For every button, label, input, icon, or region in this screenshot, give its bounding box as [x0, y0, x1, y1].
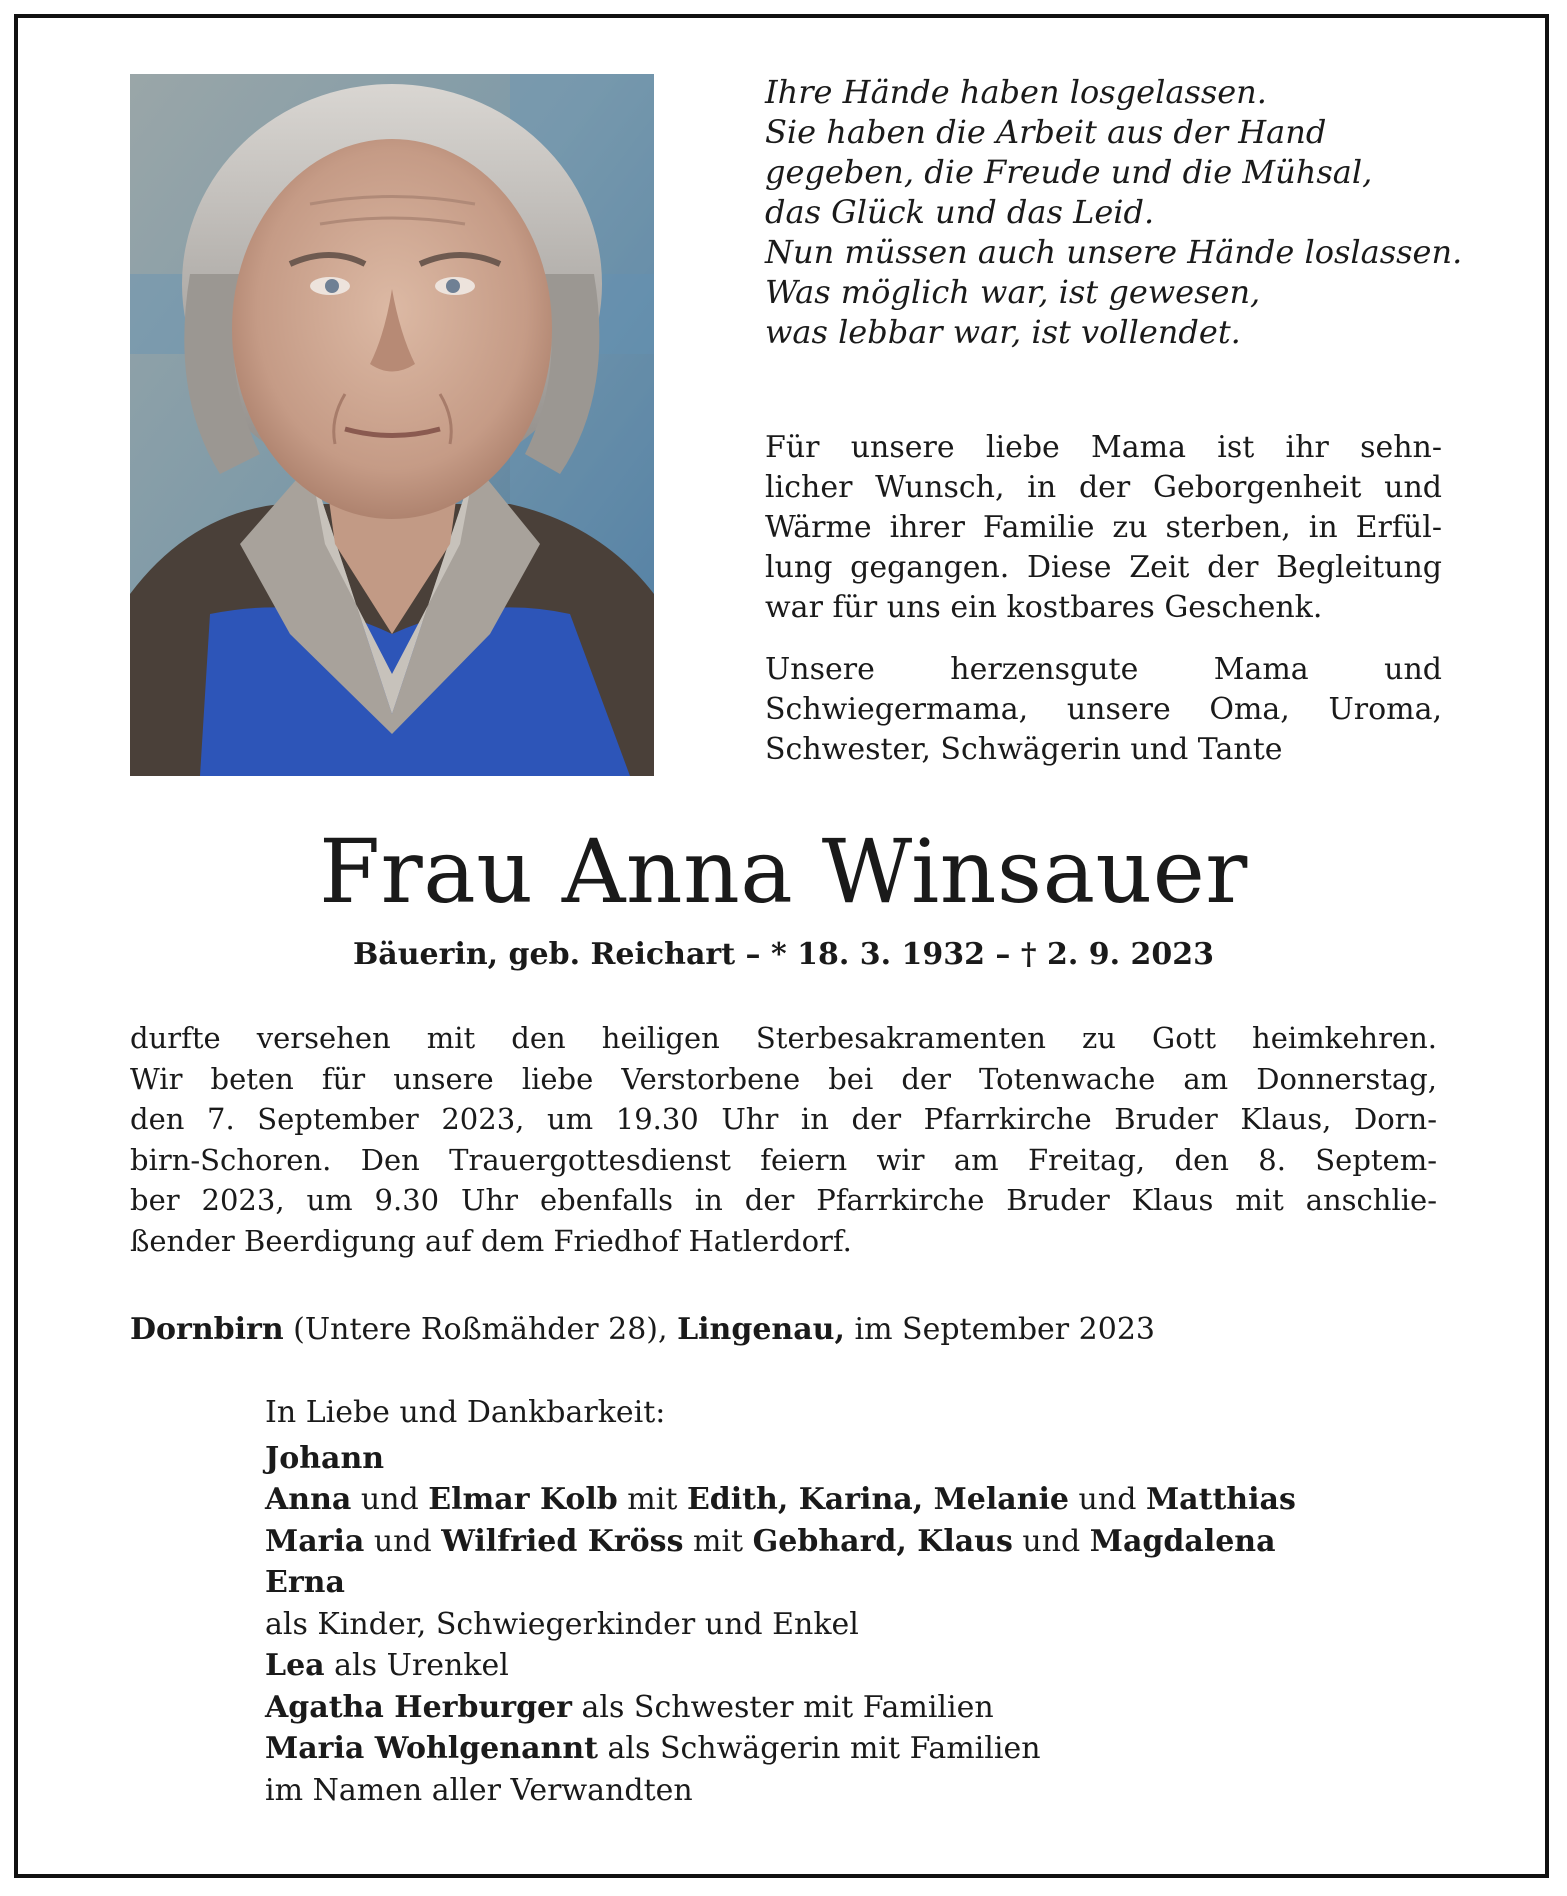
body-line: Wir beten für unsere liebe Verstorbene bei der Totenwache am Donnerstag, [130, 1061, 1437, 1096]
body-line: den 7. September 2023, um 19.30 Uhr in der Pfarrkirche Bruder Klaus, Dorn- [130, 1102, 1437, 1136]
mourner-text: als Urenkel [324, 1648, 509, 1683]
mourner-text: mit [683, 1523, 753, 1559]
mourner-line: als Kinder, Schwiegerkinder und Enkel [265, 1606, 859, 1642]
poem-line: Sie haben die Arbeit aus der Hand [765, 113, 1327, 151]
intro-line: Schwester, Schwägerin und Tante [765, 732, 1283, 767]
intro-line: Für unsere liebe Mama ist ihr sehn- [765, 430, 1442, 465]
poem-line: Was möglich war, ist gewesen, [765, 273, 1261, 311]
mourner-name: Edith, Karina, Melanie [686, 1482, 1070, 1517]
mourner-line: im Namen aller Verwandten [265, 1772, 693, 1808]
mourner-line [265, 1521, 1445, 1563]
mourner-name: Agatha Herburger [265, 1689, 572, 1725]
mourner-name: Lea [265, 1648, 325, 1683]
body-line: ber 2023, um 9.30 Uhr ebenfalls in der Pfarrkirche Bruder Klaus mit anschlie- [130, 1183, 1437, 1217]
intro-line: lung gegangen. Diese Zeit der Begleitung [765, 550, 1442, 585]
mourner-text: und [364, 1523, 442, 1559]
place-date-text: im September 2023 [844, 1312, 1156, 1347]
mourner-text: als Schwägerin mit Familien [598, 1731, 1041, 1766]
body-line: durfte versehen mit den heiligen Sterbesakramenten zu Gott heimkehren. [130, 1021, 1437, 1055]
place-city-1: Dornbirn [130, 1312, 284, 1347]
deceased-name: Frau Anna Winsauer [319, 820, 1248, 923]
mourner-name: Maria [265, 1523, 365, 1559]
portrait-photo [130, 74, 654, 776]
poem-line: Ihre Hände haben losgelassen. [765, 73, 1267, 111]
mourner-name: Magdalena [1089, 1523, 1276, 1559]
mourner-name: Gebhard, Klaus [752, 1523, 1013, 1559]
mourner-text: als Schwester mit Familien [571, 1689, 994, 1725]
mourner-line [265, 1645, 1445, 1687]
body-line: ßender Beerdigung auf dem Friedhof Hatlerdorf. [130, 1223, 852, 1258]
mourner-text: und [1012, 1523, 1090, 1559]
mourner-line [265, 1562, 1445, 1604]
place-city-2: Lingenau, [677, 1312, 845, 1347]
mourner-name: Elmar Kolb [428, 1482, 618, 1517]
mourner-line [265, 1728, 1445, 1770]
mourners-list [265, 1392, 1445, 1811]
place-date [130, 1310, 1437, 1350]
poem-line: Nun müssen auch unsere Hände loslassen. [765, 233, 1463, 271]
body-line: birn-Schoren. Den Trauergottesdienst feiern wir am Freitag, den 8. Septem- [130, 1142, 1437, 1177]
mourner-name: Wilfried Kröss [441, 1523, 684, 1559]
intro-line: licher Wunsch, in der Geborgenheit und [765, 470, 1442, 505]
mourner-line [265, 1687, 1445, 1729]
thanks-line: In Liebe und Dankbarkeit: [265, 1395, 666, 1430]
poem-line: was lebbar war, ist vollendet. [765, 313, 1241, 351]
mourner-name: Anna [265, 1482, 352, 1517]
intro-line: Unsere herzensgute Mama und [765, 652, 1442, 687]
place-address: (Untere Roßmähder 28), [283, 1312, 678, 1347]
mourner-name: Erna [265, 1565, 345, 1600]
mourner-text: mit [617, 1482, 687, 1517]
mourner-text: und [1069, 1482, 1146, 1517]
mourner-name: Matthias [1145, 1482, 1296, 1517]
mourner-name: Johann [265, 1440, 385, 1476]
intro-line: war für uns ein kostbares Geschenk. [765, 590, 1323, 625]
poem [765, 72, 1465, 352]
poem-line: gegeben, die Freude und die Mühsal, [765, 153, 1373, 191]
intro-line: Wärme ihrer Familie zu sterben, in Erfül- [765, 510, 1442, 545]
mourner-line [265, 1438, 1445, 1480]
mourner-line [265, 1479, 1445, 1521]
announcement-text [130, 1018, 1437, 1261]
poem-line: das Glück und das Leid. [765, 193, 1155, 231]
intro-text [765, 428, 1442, 770]
intro-line: Schwiegermama, unsere Oma, Uroma, [765, 692, 1442, 727]
mourner-name: Maria Wohlgenannt [265, 1731, 598, 1766]
deceased-subtitle: Bäuerin, geb. Reichart – * 18. 3. 1932 – † 2. 9. 2023 [352, 937, 1215, 972]
mourner-text: und [351, 1482, 429, 1517]
